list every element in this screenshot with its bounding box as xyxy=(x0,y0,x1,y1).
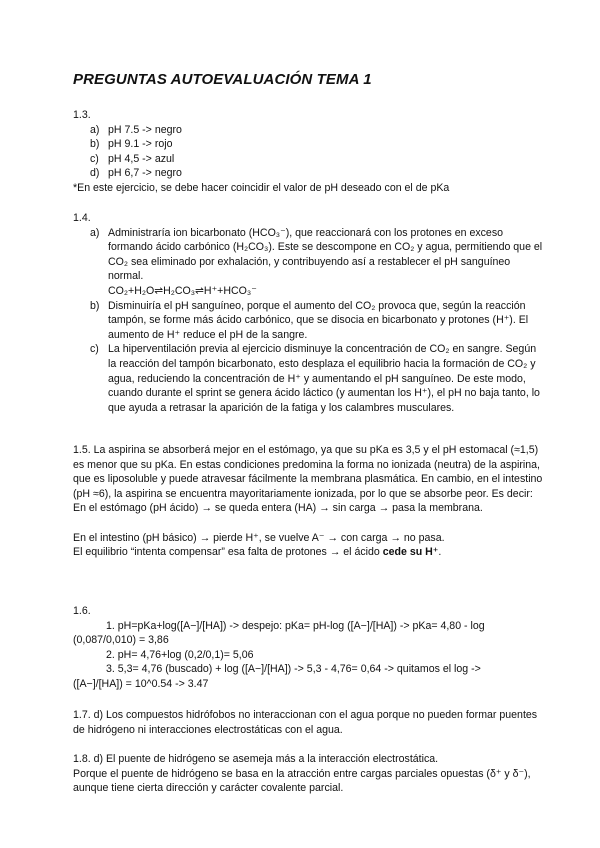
list-marker: b) xyxy=(90,138,100,151)
calc-line: 3. 5,3= 4,76 (buscado) + log ([A−]/[HA]) -> 5,3 - 4,76= 0,64 -> quitamos el log -> xyxy=(106,663,481,676)
question-label: 1.6. xyxy=(73,605,91,617)
question-label: 1.3. xyxy=(73,109,91,121)
paragraph-line: En el intestino (pH básico) → pierde H⁺, se vuelve A⁻ → con carga → no pasa. xyxy=(73,531,445,544)
list-marker: a) xyxy=(90,226,100,239)
footnote: *En este ejercicio, se debe hacer coincidir el valor de pH deseado con el de pKa xyxy=(73,181,450,194)
answer-list xyxy=(73,226,543,416)
question-1-8 xyxy=(73,752,543,796)
list-item xyxy=(73,226,543,299)
calc-line: 2. pH= 4,76+log (0,2/0,1)= 5,06 xyxy=(106,648,254,661)
equation: CO₂+H₂O⇌H₂CO₃⇌H⁺+HCO₃⁻ xyxy=(108,284,257,297)
list-marker: c) xyxy=(90,343,99,356)
paragraph: Porque el puente de hidrógeno se basa en la atracción entre cargas parciales opuestas (δ⁺ y δ⁻), aunque tiene cierta dirección y carácter covalente parcial. xyxy=(73,767,531,795)
question-1-4 xyxy=(73,211,543,415)
question-1-7 xyxy=(73,708,543,737)
list-item xyxy=(73,123,543,138)
list-item xyxy=(73,342,543,415)
list-marker: d) xyxy=(90,167,100,180)
list-item-text: pH 4,5 -> azul xyxy=(108,152,175,165)
question-1-3 xyxy=(73,108,543,196)
list-item xyxy=(73,166,543,181)
paragraph: 1.7. d) Los compuestos hidrófobos no interaccionan con el agua porque no pueden formar puentes de hidrógeno ni interacciones electrostáticas con el agua. xyxy=(73,709,538,736)
list-item-text: pH 6,7 -> negro xyxy=(108,167,182,180)
paragraph-line xyxy=(73,545,543,560)
list-item-text: Disminuiría el pH sanguíneo, porque el aumento del CO₂ provoca que, según la reacción tampón, se forme más ácido carbónico, que se disocia en bicarbonato y protones (H⁺). El aumento de H⁺ reduce el pH de la sangre. xyxy=(108,299,529,341)
calc-line: 1. pH=pKa+log([A−]/[HA]) -> despejo: pKa= pH-log ([A−]/[HA]) -> pKa= 4,80 - log xyxy=(106,619,485,632)
list-item-text: pH 7.5 -> negro xyxy=(108,123,182,136)
list-marker: b) xyxy=(90,299,100,312)
bold-text: cede su H⁺ xyxy=(382,546,439,559)
list-marker: a) xyxy=(90,123,100,136)
text-run: El equilibrio “intenta compensar” esa falta de protones → el ácido xyxy=(73,546,383,559)
list-item-text: pH 9.1 -> rojo xyxy=(108,138,173,151)
calc-line: (0,087/0,010) = 3,86 xyxy=(73,634,169,647)
calc-line: ([A−]/[HA]) = 10^0.54 -> 3.47 xyxy=(73,677,209,690)
text-run: . xyxy=(438,546,442,559)
page-title: PREGUNTAS AUTOEVALUACIÓN TEMA 1 xyxy=(73,71,372,88)
question-1-6 xyxy=(73,604,543,692)
list-item xyxy=(73,299,543,343)
list-item xyxy=(73,137,543,152)
question-label: 1.4. xyxy=(73,212,91,224)
question-1-5 xyxy=(73,443,543,560)
list-item-text: La hiperventilación previa al ejercicio disminuye la concentración de CO₂ en sangre. Según la reacción del tampón bicarbonato, esto desplaza el equilibrio hacia la formación de CO₂ y agua, reduciendo la concentración de H⁺ y aumentando el pH sanguíneo. De este modo, cuando durante el sprint se genera ácido láctico (y aumentan los H⁺), el pH no baja tanto, lo que ayuda a retrasar la aparición de la fatiga y los calambres musculares. xyxy=(108,343,540,414)
paragraph: 1.5. La aspirina se absorberá mejor en el estómago, ya que su pKa es 3,5 y el pH estomacal (≈1,5) es menor que su pKa. En estas condiciones predomina la forma no ionizada (neutra) de la aspirina, que es liposoluble y puede atravesar fácilmente la membrana plasmática. En cambio, en el intestino (pH ≈6), la aspirina se encuentra mayoritariamente ionizada, por lo que se absorbe peor. Es decir: xyxy=(73,444,543,500)
list-marker: c) xyxy=(90,152,99,165)
list-item-text: Administraría ion bicarbonato (HCO₃⁻), que reaccionará con los protones en exceso formando ácido carbónico (H₂CO₃). Este se descompone en CO₂ y agua, permitiendo que el CO₂ sea eliminado por exhalación, y contribuyendo así a restablecer el pH sanguíneo normal. xyxy=(108,226,543,283)
answer-list xyxy=(73,123,543,181)
paragraph-line: En el estómago (pH ácido) → se queda entera (HA) → sin carga → pasa la membrana. xyxy=(73,502,483,515)
paragraph-line: 1.8. d) El puente de hidrógeno se asemeja más a la interacción electrostática. xyxy=(73,753,439,765)
list-item xyxy=(73,152,543,167)
